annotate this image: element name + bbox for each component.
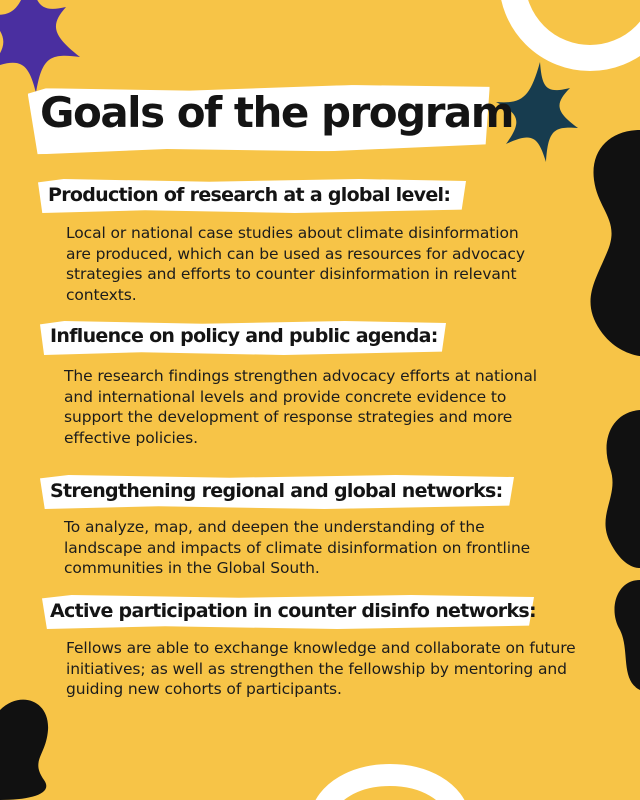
section-1-body: Local or national case studies about climate disinformation are produced, which can be used as resources for advocacy strategies and efforts to counter disinformation in relevant contexts. xyxy=(66,224,525,304)
section-4-body: Fellows are able to exchange knowledge and collaborate on future initiatives; as well as strengthen the fellowship by mentoring and guiding new cohorts of participants. xyxy=(66,639,576,698)
bottom-left-black-blob-icon xyxy=(0,690,120,800)
section-2-body: The research findings strengthen advocacy efforts at national and international levels and provide concrete evidence to support the development of response strategies and more effective policies. xyxy=(64,367,537,447)
section-1-heading: Production of research at a global level: xyxy=(48,184,451,206)
bottom-ring-icon xyxy=(300,730,480,800)
page-title: Goals of the program xyxy=(40,88,514,137)
section-3-heading: Strengthening regional and global networks: xyxy=(50,480,503,502)
section-3-body: To analyze, map, and deepen the understanding of the landscape and impacts of climate disinformation on frontline communities in the Global South. xyxy=(64,518,531,577)
section-2-heading: Influence on policy and public agenda: xyxy=(50,325,438,347)
section-4-heading: Active participation in counter disinfo networks: xyxy=(50,600,536,622)
top-right-ring-icon xyxy=(490,0,640,80)
